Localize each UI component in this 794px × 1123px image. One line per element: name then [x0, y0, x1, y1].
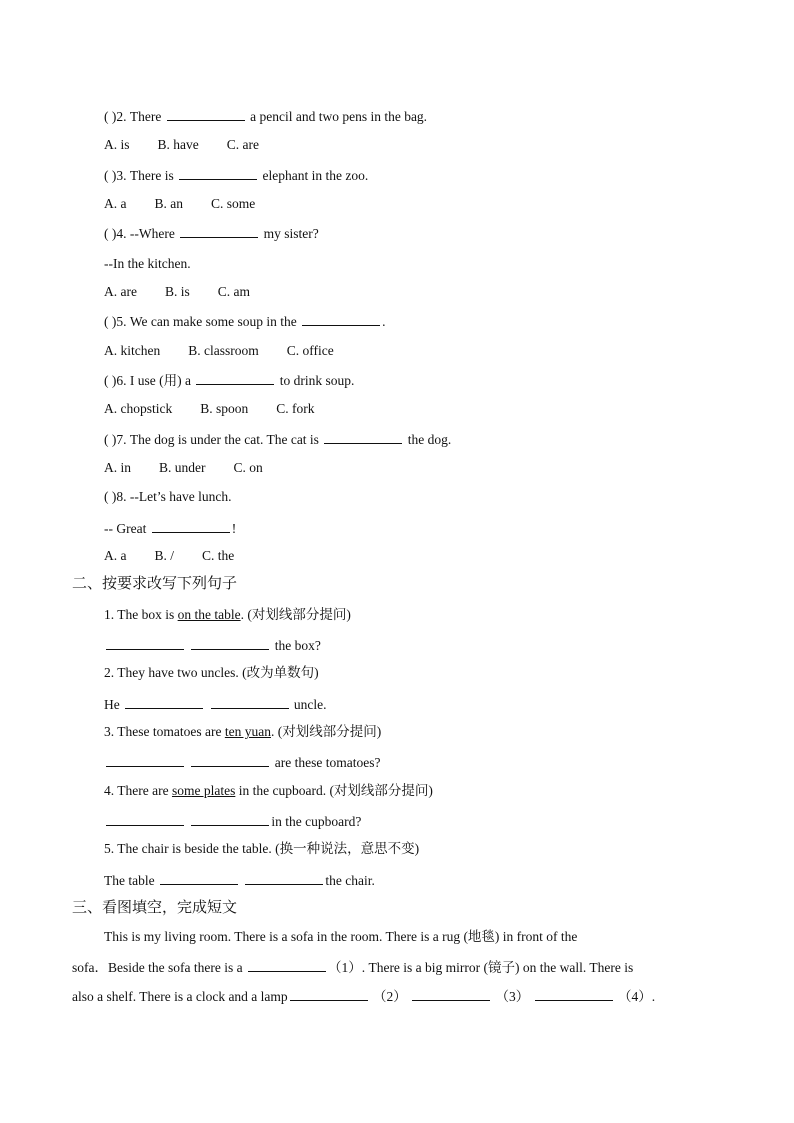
- answer-3: [104, 753, 380, 772]
- answer-blank[interactable]: [180, 224, 258, 238]
- rewrite-2: 2. They have two uncles. (改为单数句): [104, 665, 319, 680]
- answer-blank[interactable]: [191, 753, 269, 767]
- answer-paren: ( )2.: [104, 109, 127, 124]
- question-text: --Let’s have lunch.: [129, 489, 232, 504]
- answer-paren: ( )5.: [104, 314, 127, 329]
- answer-paren: ( )7.: [104, 432, 127, 447]
- sentence-text: 1. The box is: [104, 607, 175, 622]
- question-text: a pencil and two pens in the bag.: [250, 109, 428, 124]
- blank-marker: （2）: [373, 989, 407, 1004]
- question-text: elephant in the zoo.: [262, 168, 369, 183]
- answer-text: in the cupboard?: [271, 814, 362, 829]
- question-text: The dog is under the cat. The cat is: [129, 432, 319, 447]
- question-text: I use (用) a: [129, 373, 191, 388]
- passage-line-1: This is my living room. There is a sofa in the room. There is a rug (地毯) in front of the: [104, 929, 578, 944]
- sentence-text: in the cupboard. (对划线部分提问): [235, 783, 433, 798]
- passage-line-2: [72, 958, 633, 977]
- option-b: B. /: [154, 548, 175, 563]
- answer-blank[interactable]: [152, 519, 230, 533]
- answer-text: He: [104, 697, 120, 712]
- passage-text: also a shelf. There is a clock and a lamp: [72, 989, 288, 1004]
- answer-text: the box?: [274, 638, 321, 653]
- answer-blank[interactable]: [324, 430, 402, 444]
- option-a: A. kitchen: [104, 343, 161, 358]
- question-7: [104, 430, 451, 449]
- question-3: [104, 166, 368, 185]
- answer-blank[interactable]: [412, 987, 490, 1001]
- option-c: C. am: [217, 284, 250, 299]
- option-a: A. a: [104, 196, 127, 211]
- answer-text: the chair.: [325, 873, 375, 888]
- answer-blank[interactable]: [290, 987, 368, 1001]
- question-4: [104, 224, 319, 243]
- question-text: We can make some soup in the: [129, 314, 297, 329]
- option-b: B. have: [157, 137, 199, 152]
- answer-blank[interactable]: [106, 812, 184, 826]
- answer-text: uncle.: [293, 697, 327, 712]
- sentence-text: 3. These tomatoes are: [104, 724, 222, 739]
- answer-blank[interactable]: [535, 987, 613, 1001]
- option-a: A. chopstick: [104, 401, 173, 416]
- answer-1: [104, 636, 321, 655]
- option-b: B. spoon: [200, 401, 249, 416]
- sentence-text: 4. There are: [104, 783, 169, 798]
- option-a: A. are: [104, 284, 137, 299]
- passage-text: sofa．Beside the sofa there is a: [72, 960, 243, 975]
- option-b: B. an: [154, 196, 183, 211]
- rewrite-5: 5. The chair is beside the table. (换一种说法，意思不变): [104, 841, 420, 856]
- passage-line-3: [72, 987, 655, 1006]
- answer-4: [104, 812, 361, 831]
- answer-2: [104, 695, 327, 714]
- underlined-phrase: ten yuan: [224, 724, 271, 739]
- answer-paren: ( )3.: [104, 168, 127, 183]
- option-c: C. office: [286, 343, 334, 358]
- options-6: [104, 400, 343, 418]
- options-7: [104, 459, 291, 477]
- options-2: [104, 136, 287, 154]
- option-a: A. is: [104, 137, 130, 152]
- question-text: There: [129, 109, 162, 124]
- reply-8: [104, 519, 236, 538]
- question-6: [104, 371, 354, 390]
- options-8: [104, 547, 262, 565]
- passage-text: （1）. There is a big mirror (镜子) on the wall. There is: [327, 960, 634, 975]
- question-text: .: [382, 314, 386, 329]
- rewrite-1: [104, 606, 351, 624]
- answer-blank[interactable]: [160, 871, 238, 885]
- answer-blank[interactable]: [125, 695, 203, 709]
- answer-blank[interactable]: [245, 871, 323, 885]
- option-c: C. some: [211, 196, 256, 211]
- options-4: [104, 283, 278, 301]
- answer-blank[interactable]: [191, 636, 269, 650]
- answer-blank[interactable]: [167, 107, 245, 121]
- question-8: [104, 488, 231, 506]
- answer-blank[interactable]: [191, 812, 269, 826]
- reply-4: --In the kitchen.: [104, 256, 191, 271]
- options-5: [104, 342, 362, 360]
- option-b: B. classroom: [188, 343, 259, 358]
- blank-marker: （3）: [495, 989, 530, 1004]
- reply-text: -- Great: [104, 521, 147, 536]
- option-c: C. are: [226, 137, 259, 152]
- rewrite-3: [104, 723, 381, 741]
- question-2: [104, 107, 427, 126]
- option-c: C. the: [202, 548, 235, 563]
- blank-marker: （4）.: [618, 989, 656, 1004]
- underlined-phrase: some plates: [171, 783, 236, 798]
- answer-5: [104, 871, 375, 890]
- section-3-title: 三、看图填空，完成短文: [72, 898, 238, 916]
- option-b: B. is: [164, 284, 190, 299]
- sentence-text: . (对划线部分提问): [270, 724, 382, 739]
- question-text: to drink soup.: [279, 373, 355, 388]
- question-5: [104, 312, 386, 331]
- answer-paren: ( )4.: [104, 226, 127, 241]
- option-c: C. fork: [276, 401, 315, 416]
- answer-paren: ( )6.: [104, 373, 127, 388]
- rewrite-4: [104, 782, 433, 800]
- question-text: There is: [129, 168, 174, 183]
- answer-blank[interactable]: [179, 166, 257, 180]
- answer-text: are these tomatoes?: [274, 755, 381, 770]
- answer-blank[interactable]: [106, 636, 184, 650]
- question-text: the dog.: [407, 432, 452, 447]
- option-a: A. a: [104, 548, 127, 563]
- reply-text: !: [231, 521, 237, 536]
- underlined-phrase: on the table: [177, 607, 241, 622]
- option-b: B. under: [159, 460, 206, 475]
- section-2-title: 二、按要求改写下列句子: [72, 574, 238, 592]
- answer-blank[interactable]: [302, 312, 380, 326]
- options-3: [104, 195, 283, 213]
- question-text: --Where: [129, 226, 175, 241]
- option-a: A. in: [104, 460, 131, 475]
- answer-blank[interactable]: [196, 371, 274, 385]
- answer-paren: ( )8.: [104, 489, 127, 504]
- sentence-text: . (对划线部分提问): [240, 607, 351, 622]
- answer-blank[interactable]: [211, 695, 289, 709]
- answer-blank[interactable]: [106, 753, 184, 767]
- question-text: my sister?: [263, 226, 319, 241]
- answer-blank[interactable]: [248, 958, 326, 972]
- answer-text: The table: [104, 873, 155, 888]
- option-c: C. on: [233, 460, 263, 475]
